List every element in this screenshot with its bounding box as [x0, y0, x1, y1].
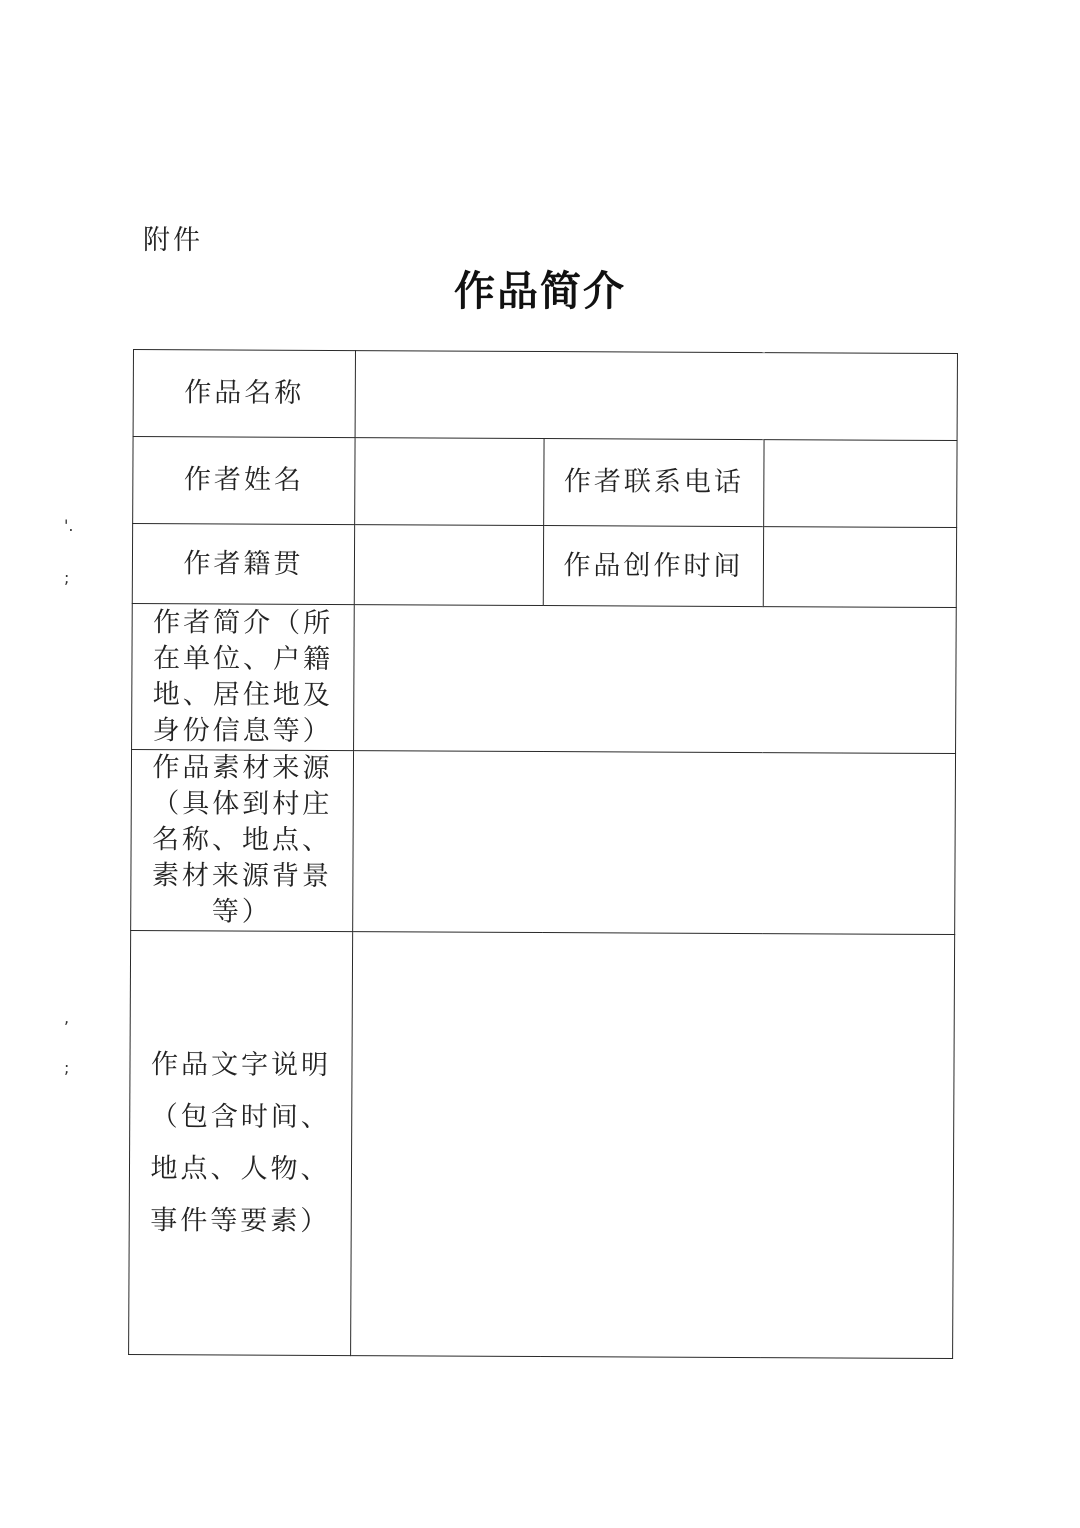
work-intro-form — [128, 349, 958, 1359]
creation-time-label: 作品创作时间 — [543, 526, 763, 607]
form-row-material-source — [131, 749, 956, 934]
author-origin-field[interactable] — [354, 525, 543, 606]
material-source-label: 作品素材来源（具体到村庄名称、地点、素材来源背景等） — [151, 752, 333, 928]
form-row-author-name — [133, 437, 957, 528]
author-phone-field[interactable] — [764, 440, 957, 528]
work-name-label: 作品名称 — [133, 350, 355, 438]
scan-speck: ; — [64, 568, 70, 587]
author-name-field[interactable] — [355, 438, 544, 526]
text-desc-label: 作品文字说明（包含时间、地点、人物、事件等要素） — [150, 1048, 332, 1237]
form-row-author-intro — [132, 603, 957, 753]
creation-time-field[interactable] — [763, 527, 956, 608]
page-title: 作品简介 — [454, 267, 626, 315]
author-origin-label: 作者籍贯 — [132, 524, 354, 605]
author-phone-label: 作者联系电话 — [544, 439, 764, 527]
work-name-field[interactable] — [355, 351, 957, 441]
material-source-label-cell — [131, 749, 354, 931]
author-intro-label: 作者简介（所在单位、户籍地、居住地及身份信息等） — [152, 606, 334, 747]
text-desc-field[interactable] — [351, 932, 955, 1359]
author-intro-field[interactable] — [354, 605, 957, 754]
attachment-label: 附件 — [143, 225, 203, 256]
author-intro-label-cell — [132, 603, 355, 750]
scan-speck: ; — [64, 1058, 70, 1077]
material-source-field[interactable] — [353, 751, 956, 935]
form-row-author-origin — [132, 524, 956, 608]
form-row-text-desc — [129, 930, 955, 1358]
text-desc-label-cell — [129, 930, 353, 1355]
author-name-label: 作者姓名 — [133, 437, 355, 525]
form-row-work-name — [133, 350, 957, 441]
scan-speck: , — [64, 1008, 70, 1027]
scan-speck: '. — [64, 516, 74, 535]
